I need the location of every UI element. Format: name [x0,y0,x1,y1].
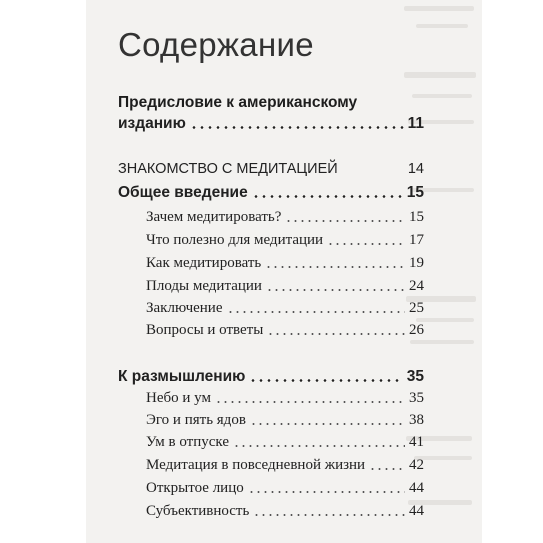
dot-leader [250,423,405,425]
toc-subentry [146,434,424,451]
toc-subentry [146,300,424,317]
toc-page-number: 44 [409,503,424,519]
toc-subentry [146,278,424,295]
toc-entry-label: Заключение [146,300,223,316]
toc-page-number: 17 [409,232,424,248]
dot-leader [327,243,405,245]
toc-page-number: 25 [409,300,424,316]
toc-entry-label: ЗНАКОМСТВО С МЕДИТАЦИЕЙ [118,161,338,177]
toc-subentry [146,390,424,407]
toc-page-number: 41 [409,434,424,450]
toc-subentry [146,412,424,429]
toc-entry-label: Зачем медитировать? [146,209,282,225]
toc-entry-label: Небо и ум [146,390,211,406]
toc-page-number: 15 [409,209,424,225]
dot-leader [267,333,405,335]
toc-page-number: 38 [409,412,424,428]
toc-entry-reflection [118,368,424,386]
toc-page-number: 35 [409,390,424,406]
toc-entry-label: Открытое лицо [146,480,244,496]
toc-entry-label: Как медитировать [146,255,262,271]
toc-entry-label: Ум в отпуске [146,434,229,450]
toc-page-number: 42 [409,457,424,473]
toc-page-number: 15 [406,184,424,201]
toc-entry-label: Общее введение [118,184,248,201]
toc-preface-line1: Предисловие к американскому [118,94,358,111]
toc-page-number: 11 [407,115,424,132]
toc-page-number: 35 [406,368,424,385]
toc-page-number: 14 [407,161,424,177]
toc-entry-label: Что полезно для медитации [146,232,324,248]
toc-subentry [146,322,424,339]
toc-entry-label: К размышлению [118,368,246,385]
toc-entry-label: Медитация в повседневной жизни [146,457,366,473]
dot-leader [190,126,404,129]
dot-leader [342,171,404,173]
toc-subentry [146,480,424,497]
dot-leader [249,379,402,382]
dot-leader [253,514,405,516]
toc-subentry [146,457,424,474]
dot-leader [265,266,405,268]
dot-leader [215,401,405,403]
toc-entry-label: изданию [118,115,186,132]
toc-entry-preface [118,115,424,133]
dot-leader [252,195,403,198]
toc-entry-label: Эго и пять ядов [146,412,246,428]
dot-leader [248,491,405,493]
toc-subentry [146,503,424,520]
toc-entry-general [118,184,424,202]
dot-leader [369,468,405,470]
toc-page-number: 44 [409,480,424,496]
toc-page-number: 24 [409,278,424,294]
dot-leader [285,220,405,222]
toc-subentry [146,209,424,226]
toc-entry-label: Плоды медитации [146,278,262,294]
toc-page-number: 26 [409,322,424,338]
toc-page-number: 19 [409,255,424,271]
toc-entry-intro [118,161,424,177]
toc-entry-label: Субъективность [146,503,250,519]
dot-leader [266,289,405,291]
page-title: Содержание [118,26,314,63]
dot-leader [233,445,405,447]
dot-leader [227,311,406,313]
toc-subentry [146,255,424,272]
toc-subentry [146,232,424,249]
toc-entry-label: Вопросы и ответы [146,322,264,338]
